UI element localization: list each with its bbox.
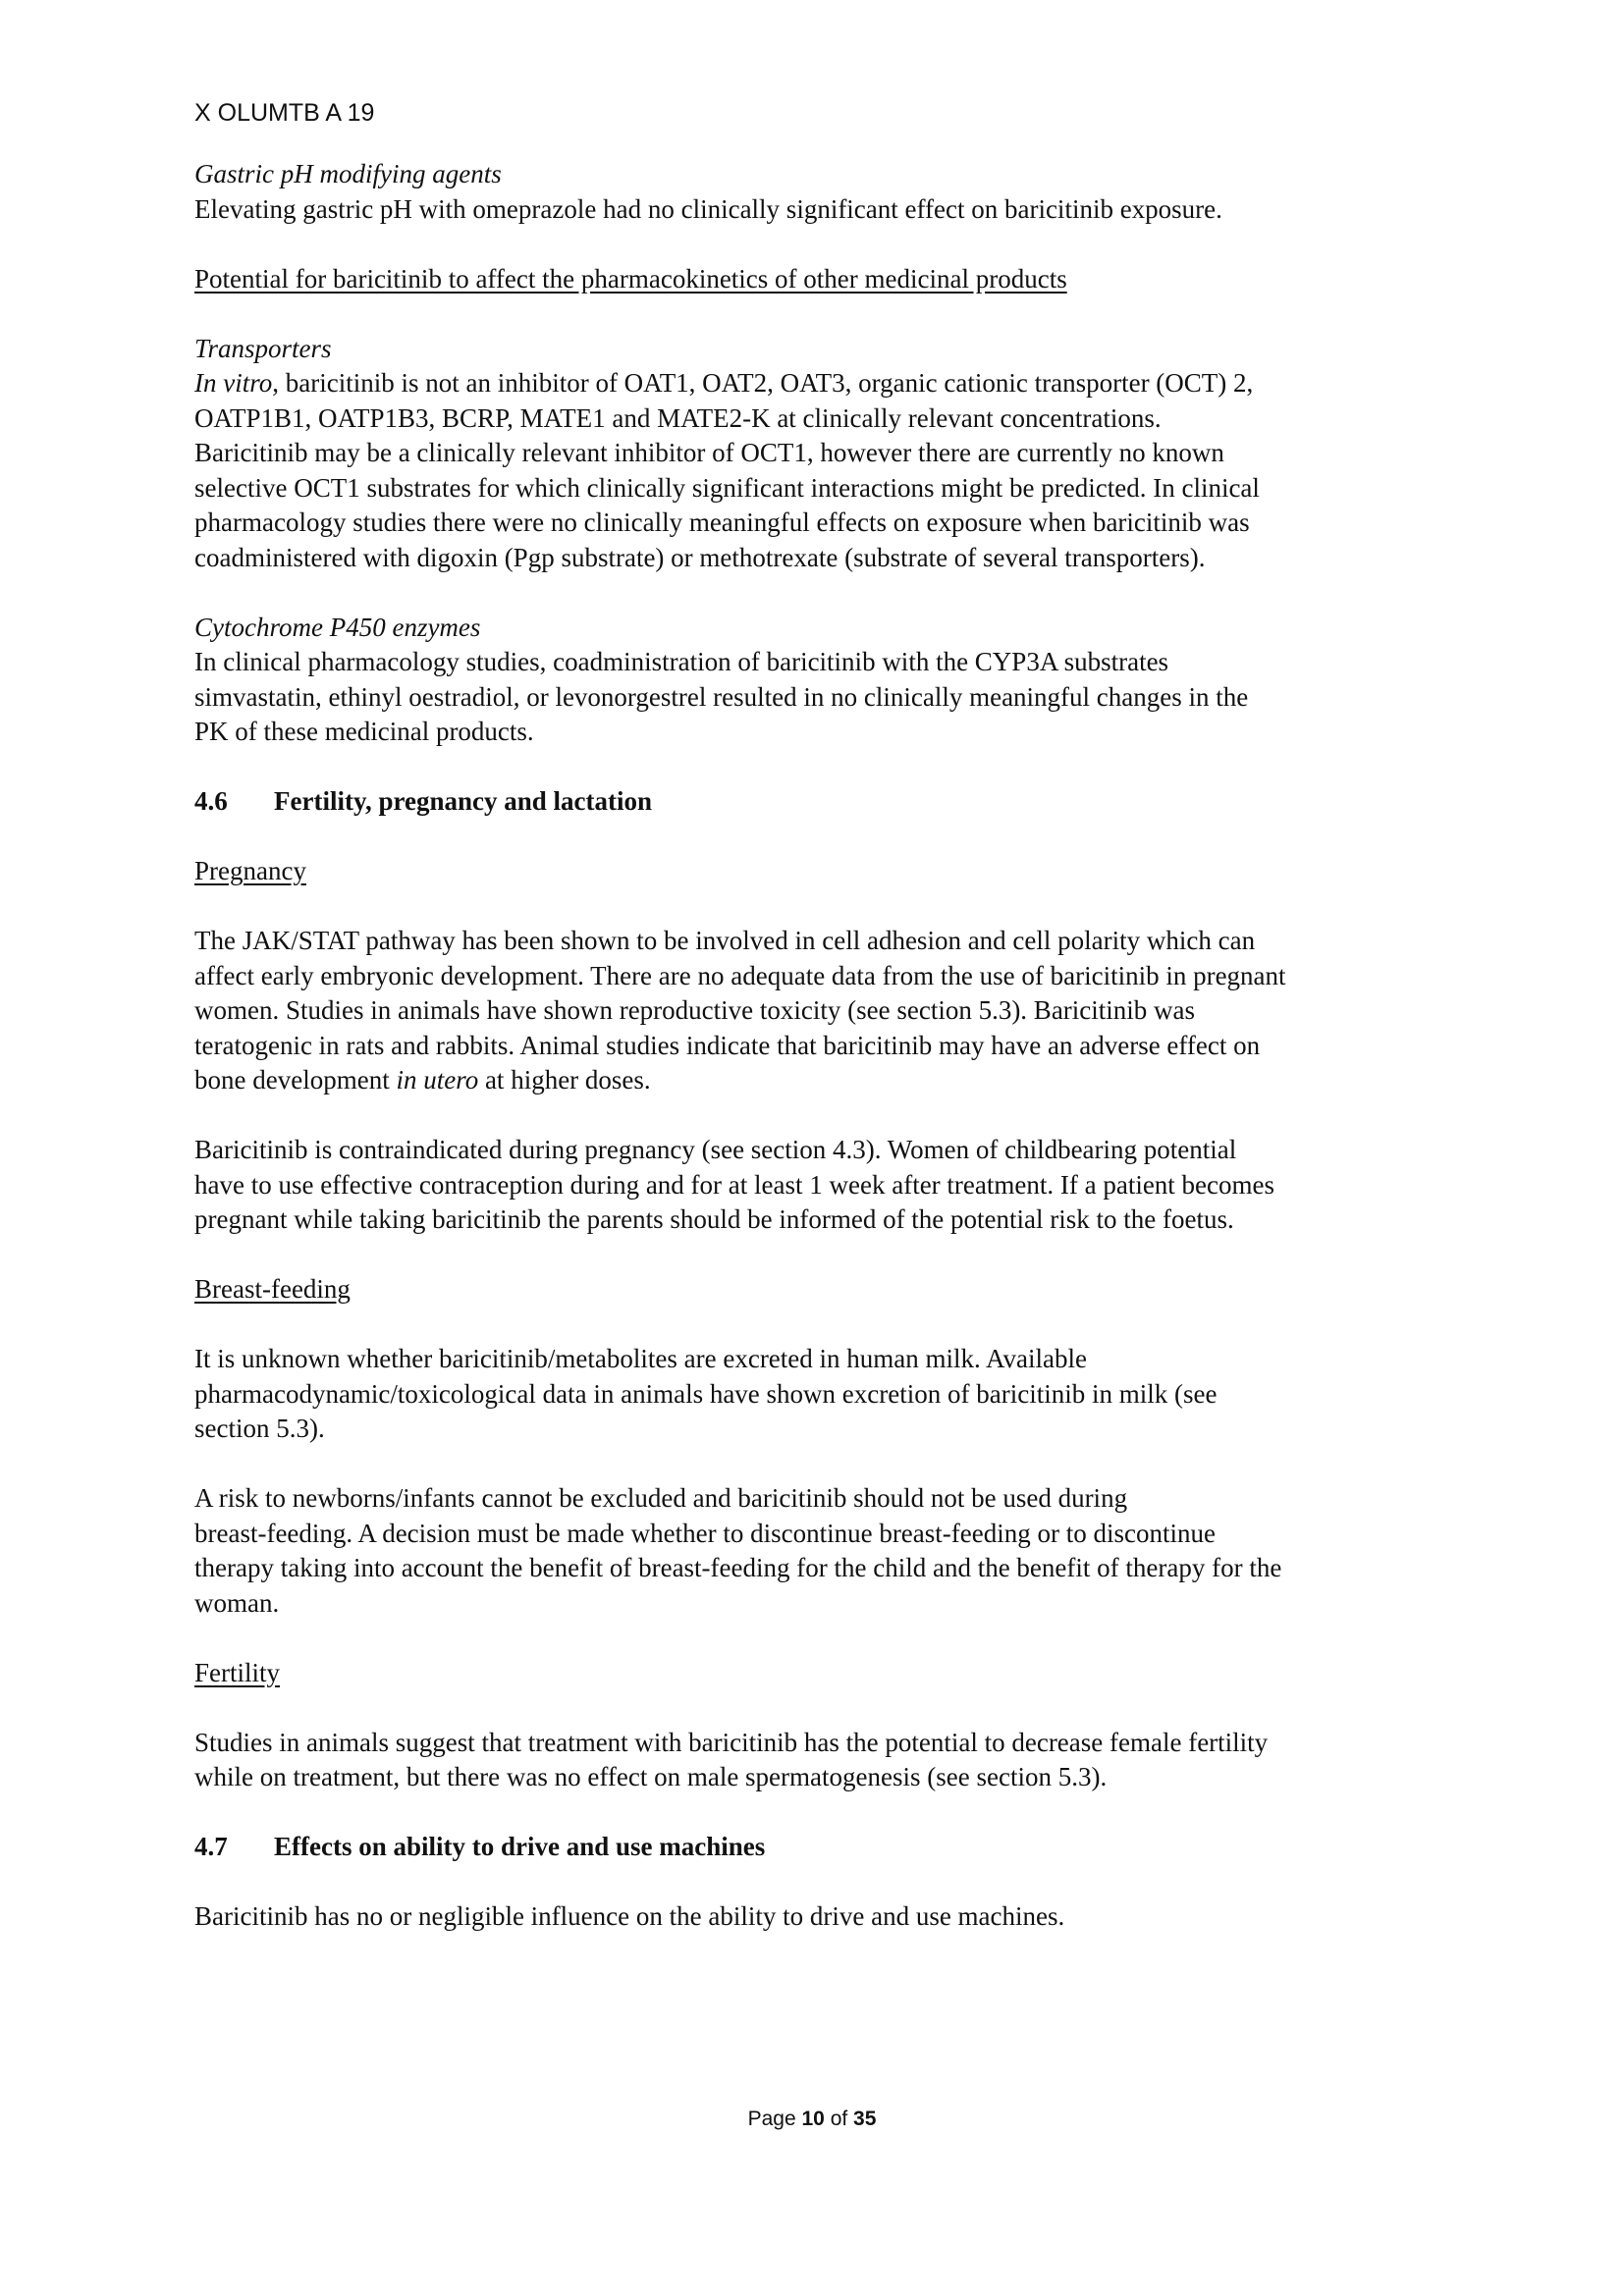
paragraph-line: It is unknown whether baricitinib/metabolites are excreted in human milk. Available — [194, 1344, 1087, 1373]
section-number: 4.6 — [194, 786, 228, 816]
paragraph-transporters — [194, 366, 1461, 575]
subheading-breastfeeding — [194, 1272, 1461, 1308]
paragraph-line: women. Studies in animals have shown reproductive toxicity (see section 5.3). Baricitinib was — [194, 995, 1196, 1025]
subheading-fertility — [194, 1656, 1461, 1691]
paragraph-line: pharmacodynamic/toxicological data in animals have shown excretion of baricitinib in milk (see — [194, 1378, 1218, 1409]
paragraph-cytochrome — [194, 645, 1461, 750]
line-text: bone development — [194, 1065, 397, 1095]
section-title: Effects on ability to drive and use machines — [274, 1832, 766, 1861]
subheading-fertility-text: Fertility — [194, 1657, 280, 1687]
paragraph-line: PK of these medicinal products. — [194, 717, 534, 746]
spacer — [194, 1795, 1461, 1831]
spacer — [194, 1865, 1461, 1900]
paragraph-line: breast-feeding. A decision must be made whether to discontinue breast-feeding or to discontinue — [194, 1518, 1216, 1548]
paragraph-breastfeeding-2 — [194, 1481, 1461, 1621]
subheading-transporters: Transporters — [194, 333, 332, 363]
paragraph-line: woman. — [194, 1587, 280, 1618]
subheading-pregnancy-text: Pregnancy — [194, 856, 306, 885]
subheading-gastric: Gastric pH modifying agents — [194, 159, 502, 188]
spacer — [194, 575, 1461, 611]
spacer — [194, 889, 1461, 925]
paragraph-line: section 5.3). — [194, 1414, 325, 1443]
document-body — [194, 157, 1461, 1935]
paragraph-fertility — [194, 1726, 1461, 1795]
spacer — [194, 1308, 1461, 1343]
spacer — [194, 750, 1461, 785]
footer-of-word: of — [830, 2108, 848, 2130]
spacer — [194, 1447, 1461, 1482]
paragraph-line: Studies in animals suggest that treatment with baricitinib has the potential to decrease female fertility — [194, 1727, 1269, 1757]
paragraph-line: affect early embryonic development. There are no adequate data from the use of baricitinib in pregnant — [194, 960, 1286, 990]
footer-page-word: Page — [747, 2108, 796, 2130]
paragraph-line: In clinical pharmacology studies, coadministration of baricitinib with the CYP3A substrates — [194, 647, 1169, 676]
paragraph-line: coadministered with digoxin (Pgp substrate) or methotrexate (substrate of several transporters). — [194, 542, 1206, 572]
footer-total-pages: 35 — [853, 2108, 877, 2130]
paragraph-line: have to use effective contraception during and for at least 1 week after treatment. If a patient becomes — [194, 1169, 1275, 1200]
document-header: X OLUMTB A 19 — [194, 99, 375, 127]
paragraph-line: The JAK/STAT pathway has been shown to be involved in cell adhesion and cell polarity which can — [194, 926, 1256, 955]
paragraph-line: pregnant while taking baricitinib the parents should be informed of the potential risk to the foetus. — [194, 1204, 1234, 1234]
paragraph-breastfeeding-1 — [194, 1342, 1461, 1447]
paragraph-line: Baricitinib is contraindicated during pregnancy (see section 4.3). Women of childbearing potential — [194, 1135, 1237, 1164]
subheading-potential — [194, 262, 1461, 297]
subheading-pregnancy — [194, 854, 1461, 889]
paragraph-line: selective OCT1 substrates for which clinically significant interactions might be predicted. In clinical — [194, 472, 1260, 503]
spacer — [194, 296, 1461, 332]
subheading-breastfeeding-text: Breast-feeding — [194, 1274, 351, 1304]
paragraph-line: A risk to newborns/infants cannot be excluded and baricitinib should not be used during — [194, 1483, 1128, 1513]
spacer — [194, 227, 1461, 262]
paragraph-pregnancy-1 — [194, 924, 1461, 1098]
paragraph-line: Baricitinib may be a clinically relevant inhibitor of OCT1, however there are currently no known — [194, 438, 1224, 467]
paragraph-pregnancy-2 — [194, 1133, 1461, 1238]
paragraph-gastric: Elevating gastric pH with omeprazole had no clinically significant effect on baricitinib exposure. — [194, 193, 1222, 224]
line-text: , baricitinib is not an inhibitor of OAT1, OAT2, OAT3, organic cationic transporter (OCT) 2, — [272, 368, 1254, 398]
spacer — [194, 1621, 1461, 1656]
spacer — [194, 1690, 1461, 1726]
section-heading-4-6 — [194, 784, 1461, 820]
spacer — [194, 820, 1461, 855]
paragraph-line: OATP1B1, OATP1B3, BCRP, MATE1 and MATE2-K at clinically relevant concentrations. — [194, 402, 1162, 433]
term-in-vitro: In vitro — [194, 368, 273, 398]
section-title: Fertility, pregnancy and lactation — [274, 786, 652, 816]
page-footer — [0, 2107, 1624, 2132]
section-number: 4.7 — [194, 1832, 228, 1861]
paragraph-line: teratogenic in rats and rabbits. Animal studies indicate that baricitinib may have an adverse effect on — [194, 1030, 1261, 1060]
term-in-utero: in utero — [396, 1065, 479, 1095]
spacer — [194, 1098, 1461, 1134]
paragraph-line: simvastatin, ethinyl oestradiol, or levonorgestrel resulted in no clinically meaningful changes in the — [194, 681, 1249, 712]
paragraph-line: while on treatment, but there was no effect on male spermatogenesis (see section 5.3). — [194, 1762, 1108, 1791]
section-heading-4-7 — [194, 1830, 1461, 1865]
paragraph-line — [194, 1063, 1461, 1098]
subheading-potential-text: Potential for baricitinib to affect the pharmacokinetics of other medicinal products — [194, 263, 1067, 294]
line-text: at higher doses. — [478, 1065, 651, 1095]
paragraph-line — [194, 366, 1461, 401]
spacer — [194, 1238, 1461, 1273]
footer-current-page: 10 — [801, 2108, 825, 2130]
paragraph-driving: Baricitinib has no or negligible influence on the ability to drive and use machines. — [194, 1901, 1065, 1931]
paragraph-line: pharmacology studies there were no clinically meaningful effects on exposure when baricitinib was — [194, 507, 1250, 537]
paragraph-line: therapy taking into account the benefit of breast-feeding for the child and the benefit of therapy for the — [194, 1553, 1282, 1582]
subheading-cytochrome: Cytochrome P450 enzymes — [194, 612, 481, 642]
